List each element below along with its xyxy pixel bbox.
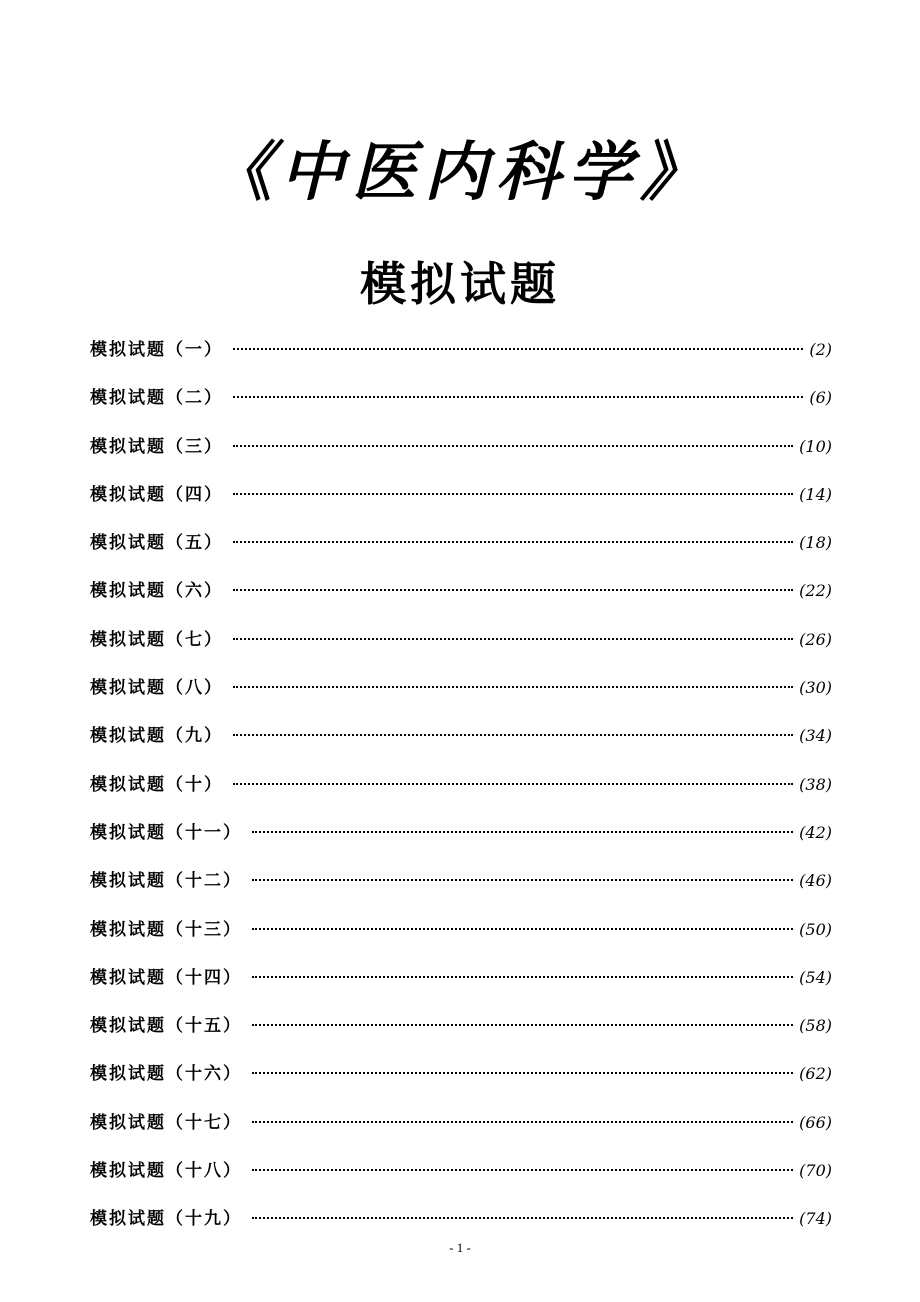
toc-entry-page: (42) (799, 822, 832, 842)
toc-dot-leader (233, 638, 793, 640)
toc-entry[interactable] (90, 958, 832, 1006)
toc-entry-label: 模拟试题（十一） (90, 822, 242, 843)
toc-entry[interactable] (90, 378, 832, 426)
toc-entry-label: 模拟试题（九） (90, 726, 223, 747)
toc-entry-page: (46) (799, 871, 832, 891)
toc-entry-page: (30) (799, 678, 832, 698)
toc-entry-page: (34) (799, 726, 832, 746)
toc-dot-leader (233, 734, 793, 736)
toc-entry[interactable] (90, 668, 832, 716)
toc-entry-page: (50) (799, 919, 832, 939)
toc-dot-leader (252, 1024, 793, 1026)
toc-entry-page: (62) (799, 1064, 832, 1084)
toc-dot-leader (252, 976, 793, 978)
toc-entry-page: (70) (799, 1161, 832, 1181)
toc-entry-label: 模拟试题（一） (90, 340, 223, 360)
toc-entry-label: 模拟试题（六） (90, 581, 223, 602)
toc-dot-leader (233, 783, 793, 785)
toc-entry[interactable] (90, 910, 832, 958)
toc-entry[interactable] (90, 620, 832, 668)
toc-entry[interactable] (90, 813, 832, 861)
toc-entry-label: 模拟试题（十四） (90, 967, 242, 988)
toc-entry-label: 模拟试题（八） (90, 678, 223, 699)
toc-entry-page: (18) (799, 533, 832, 553)
toc-entry-page: (2) (809, 340, 832, 359)
toc-entry-page: (54) (799, 967, 832, 987)
toc-entry-label: 模拟试题（二） (90, 388, 223, 409)
toc-dot-leader (233, 589, 793, 591)
toc-dot-leader (252, 879, 793, 881)
toc-entry-label: 模拟试题（十七） (90, 1112, 242, 1133)
toc-entry[interactable] (90, 571, 832, 619)
toc-entry-page: (26) (799, 629, 832, 649)
toc-entry[interactable] (90, 1103, 832, 1151)
toc-dot-leader (233, 493, 793, 495)
document-title: 《中医内科学》 (208, 135, 712, 210)
toc-entry[interactable] (90, 330, 832, 378)
toc-entry-label: 模拟试题（四） (90, 484, 223, 505)
toc-entry-page: (66) (799, 1112, 832, 1132)
toc-entry-label: 模拟试题（十） (90, 774, 223, 795)
toc-dot-leader (252, 1217, 793, 1219)
toc-entry[interactable] (90, 716, 832, 764)
toc-entry-page: (38) (799, 774, 832, 794)
toc-entry[interactable] (90, 861, 832, 909)
toc-entry[interactable] (90, 1151, 832, 1199)
toc-dot-leader (252, 928, 793, 930)
toc-entry[interactable] (90, 1054, 832, 1102)
toc-entry-label: 模拟试题（十九） (90, 1209, 242, 1230)
toc-entry-page: (6) (809, 388, 832, 408)
toc-dot-leader (252, 1072, 793, 1074)
toc-entry-label: 模拟试题（五） (90, 533, 223, 554)
toc-entry-label: 模拟试题（十三） (90, 919, 242, 940)
toc-entry-label: 模拟试题（十五） (90, 1016, 242, 1037)
toc-dot-leader (233, 686, 793, 688)
toc-dot-leader (252, 1169, 793, 1171)
table-of-contents (90, 330, 832, 1248)
toc-dot-leader (233, 348, 803, 350)
toc-dot-leader (233, 445, 793, 447)
toc-entry-label: 模拟试题（十八） (90, 1161, 242, 1182)
toc-entry-page: (58) (799, 1016, 832, 1036)
toc-entry-page: (14) (799, 484, 832, 504)
toc-dot-leader (252, 1121, 793, 1123)
toc-entry-page: (10) (799, 436, 832, 456)
toc-dot-leader (233, 396, 803, 398)
toc-entry-page: (74) (799, 1209, 832, 1229)
toc-entry[interactable] (90, 765, 832, 813)
toc-entry-label: 模拟试题（十六） (90, 1064, 242, 1085)
page-number: - 1 - (449, 1240, 471, 1255)
toc-dot-leader (233, 541, 793, 543)
toc-dot-leader (252, 831, 793, 833)
toc-entry-label: 模拟试题（七） (90, 629, 223, 650)
document-subtitle: 模拟试题 (360, 257, 560, 311)
toc-entry-page: (22) (799, 581, 832, 601)
toc-entry[interactable] (90, 523, 832, 571)
toc-entry-label: 模拟试题（三） (90, 436, 223, 457)
toc-entry[interactable] (90, 427, 832, 475)
toc-entry[interactable] (90, 1006, 832, 1054)
toc-entry[interactable] (90, 475, 832, 523)
toc-entry-label: 模拟试题（十二） (90, 871, 242, 892)
